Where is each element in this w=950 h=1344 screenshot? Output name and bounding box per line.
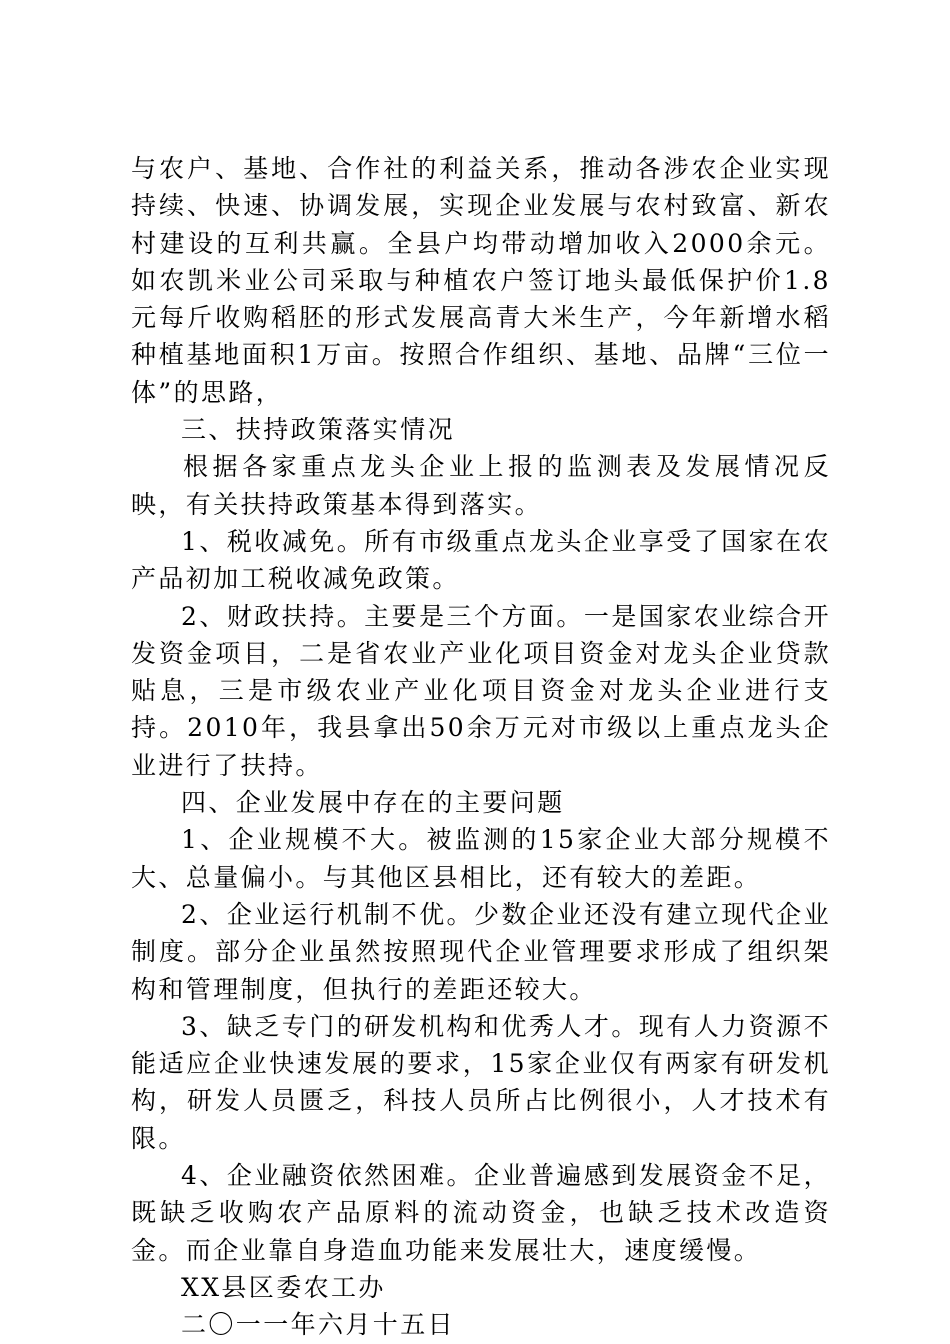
section-heading-policy: 三、扶持政策落实情况 bbox=[181, 415, 456, 445]
list-item-financing: 4、企业融资依然困难。企业普遍感到发展资金不足，既缺乏收购农产品原料的流动资金，也缺乏技术改造资金。而企业靠自身造血功能来发展壮大，速度缓慢。 bbox=[131, 1161, 831, 1265]
signature-date: 二〇一一年六月十五日 bbox=[181, 1310, 456, 1340]
body-paragraph-continuation: 与农户、基地、合作社的利益关系，推动各涉农企业实现持续、快速、协调发展，实现企业发展与农村致富、新农村建设的互利共赢。全县户均带动增加收入2000余元。如农凯米业公司采取与种植农户签订地头最低保护价1.8元每斤收购稻胚的形式发展高青大米生产，今年新增水稻种植基地面积1万亩。按照合作组织、基地、品牌“三位一体”的思路， bbox=[131, 154, 831, 407]
list-item-mechanism: 2、企业运行机制不优。少数企业还没有建立现代企业制度。部分企业虽然按照现代企业管理要求形成了组织架构和管理制度，但执行的差距还较大。 bbox=[131, 899, 831, 1004]
document-body bbox=[131, 150, 831, 1344]
signature-office: XX县区委农工办 bbox=[181, 1272, 386, 1302]
list-item-scale: 1、企业规模不大。被监测的15家企业大部分规模不大、总量偏小。与其他区县相比，还有较大的差距。 bbox=[131, 825, 831, 892]
body-paragraph-policy-intro: 根据各家重点龙头企业上报的监测表及发展情况反映，有关扶持政策基本得到落实。 bbox=[131, 452, 831, 519]
list-item-finance: 2、财政扶持。主要是三个方面。一是国家农业综合开发资金项目，二是省农业产业化项目资金对龙头企业贷款贴息，三是市级农业产业化项目资金对龙头企业进行支持。2010年，我县拿出50余万元对市级以上重点龙头企业进行了扶持。 bbox=[131, 601, 831, 780]
list-item-tax: 1、税收减免。所有市级重点龙头企业享受了国家在农产品初加工税收减免政策。 bbox=[131, 526, 831, 594]
section-heading-problems: 四、企业发展中存在的主要问题 bbox=[181, 788, 565, 818]
list-item-talent: 3、缺乏专门的研发机构和优秀人才。现有人力资源不能适应企业快速发展的要求，15家企业仅有两家有研发机构，研发人员匮乏，科技人员所占比例很小，人才技术有限。 bbox=[131, 1011, 831, 1153]
